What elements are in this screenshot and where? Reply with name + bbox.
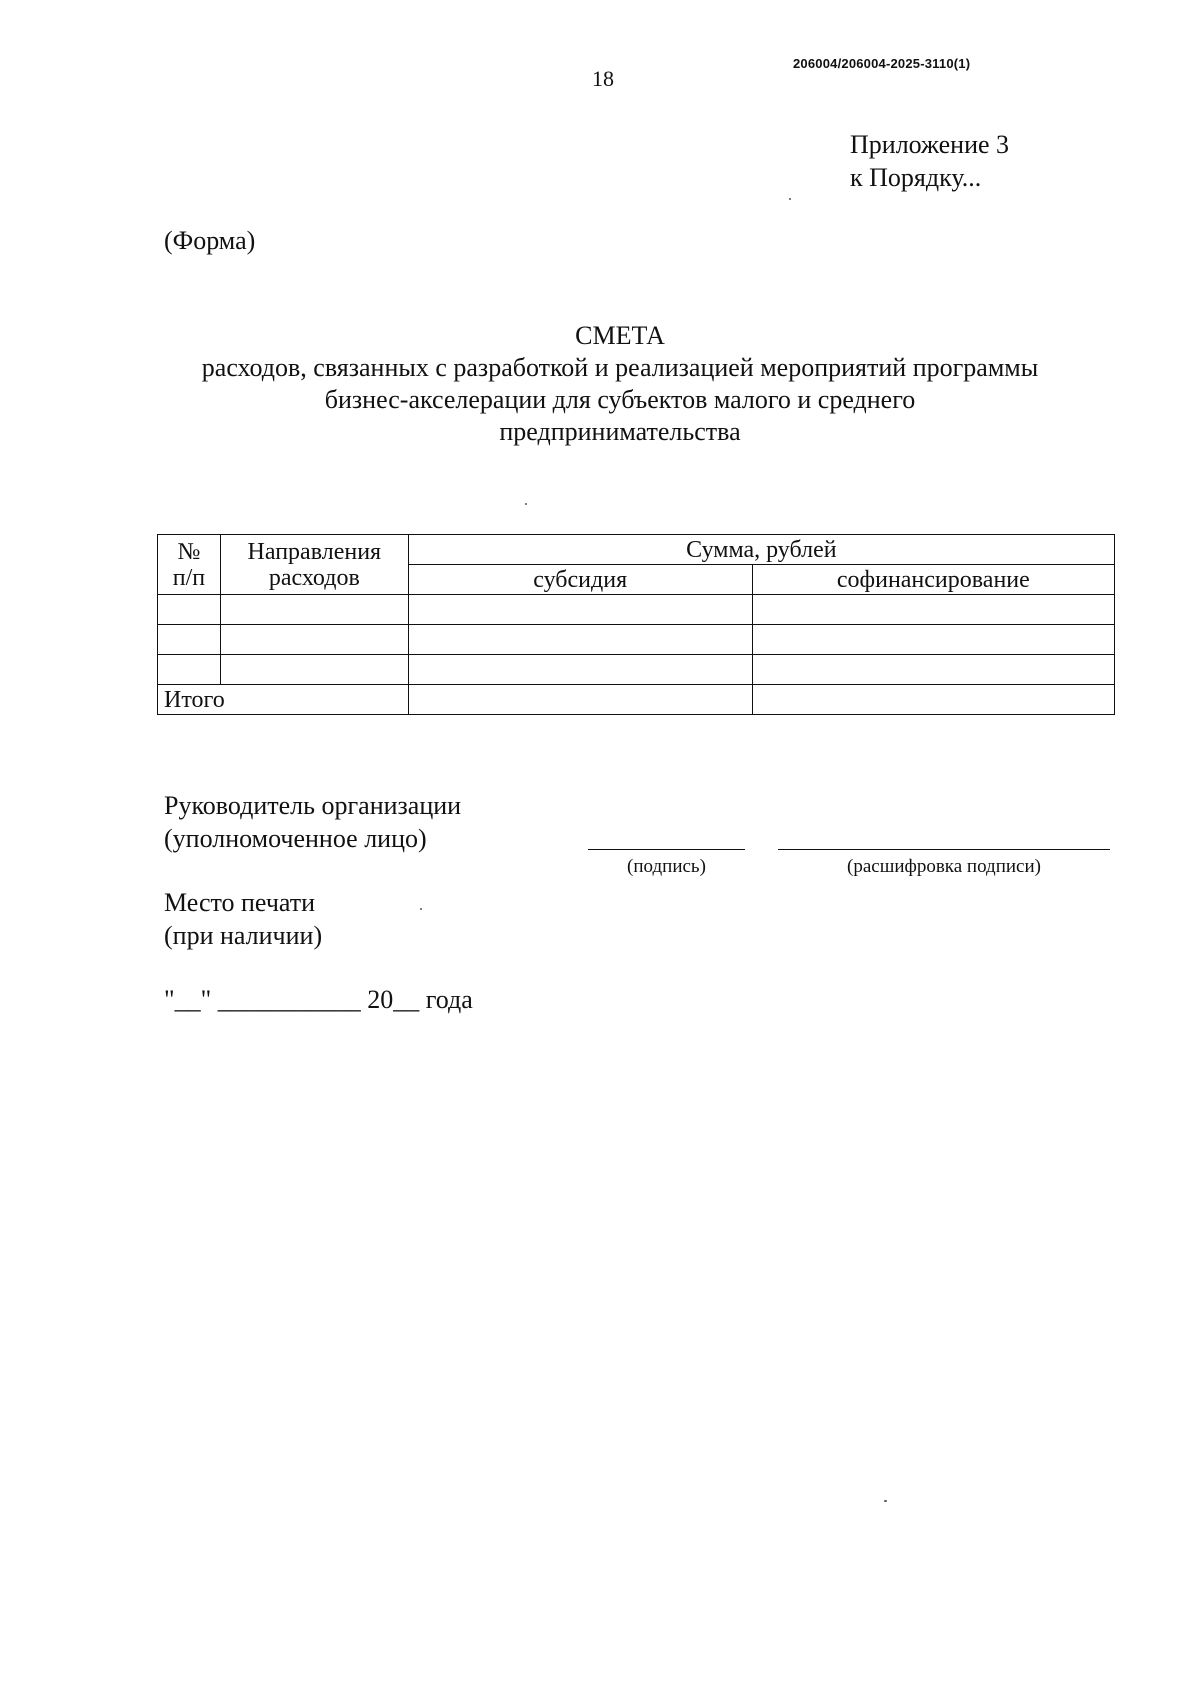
header-sum: Сумма, рублей	[408, 535, 1114, 565]
signature-caption: (подпись)	[627, 856, 706, 877]
signature-line	[588, 849, 745, 850]
title-line-3: предпринимательства	[499, 417, 741, 446]
row-2-direction	[220, 625, 408, 655]
header-cofinancing: софинансирование	[752, 565, 1114, 595]
row-3-direction	[220, 655, 408, 685]
total-label: Итого	[158, 685, 409, 715]
header-direction	[220, 535, 408, 595]
stamp-line-2: (при наличии)	[164, 921, 323, 950]
title-line-2: бизнес-акселерации для субъектов малого и среднего	[324, 385, 916, 414]
stamp-place	[164, 886, 322, 952]
scan-speck	[789, 198, 791, 200]
row-3-number	[158, 655, 221, 685]
head-of-organization	[164, 789, 461, 855]
row-2-cofinancing	[752, 625, 1114, 655]
title-line-1: расходов, связанных с разработкой и реализацией мероприятий программы	[201, 353, 1039, 382]
document-title	[120, 320, 1120, 448]
total-subsidy	[408, 685, 752, 715]
estimate-table	[157, 534, 1115, 715]
appendix-line-1: Приложение 3	[850, 130, 1010, 159]
row-2-subsidy	[408, 625, 752, 655]
total-cofinancing	[752, 685, 1114, 715]
signature-transcript-line	[778, 849, 1110, 850]
signature-transcript-caption: (расшифровка подписи)	[847, 856, 1041, 877]
scan-speck	[884, 1500, 887, 1502]
date-line: "__" ___________ 20__ года	[164, 985, 473, 1014]
document-code: 206004/206004-2025-3110(1)	[793, 56, 971, 71]
row-1-direction	[220, 595, 408, 625]
row-1-cofinancing	[752, 595, 1114, 625]
stamp-line-1: Место печати	[164, 888, 316, 917]
row-3-cofinancing	[752, 655, 1114, 685]
appendix-reference	[850, 128, 1009, 194]
head-line-1: Руководитель организации	[164, 791, 462, 820]
head-line-2: (уполномоченное лицо)	[164, 824, 427, 853]
scan-speck	[525, 503, 527, 505]
header-number-line-2: п/п	[172, 564, 206, 591]
title-main: СМЕТА	[575, 321, 665, 350]
table-row	[158, 625, 1115, 655]
header-number	[158, 535, 221, 595]
form-label: (Форма)	[164, 226, 256, 255]
table-header-row	[158, 535, 1115, 565]
row-1-subsidy	[408, 595, 752, 625]
appendix-line-2: к Порядку...	[850, 163, 982, 192]
page-number: 18	[592, 66, 614, 91]
row-1-number	[158, 595, 221, 625]
header-subsidy: субсидия	[408, 565, 752, 595]
table-row	[158, 655, 1115, 685]
scan-speck	[420, 908, 422, 910]
row-3-subsidy	[408, 655, 752, 685]
row-2-number	[158, 625, 221, 655]
table-total-row	[158, 685, 1115, 715]
header-number-line-1: №	[177, 538, 201, 565]
header-direction-line-2: расходов	[268, 564, 360, 591]
table-row	[158, 595, 1115, 625]
header-direction-line-1: Направления	[247, 538, 382, 565]
